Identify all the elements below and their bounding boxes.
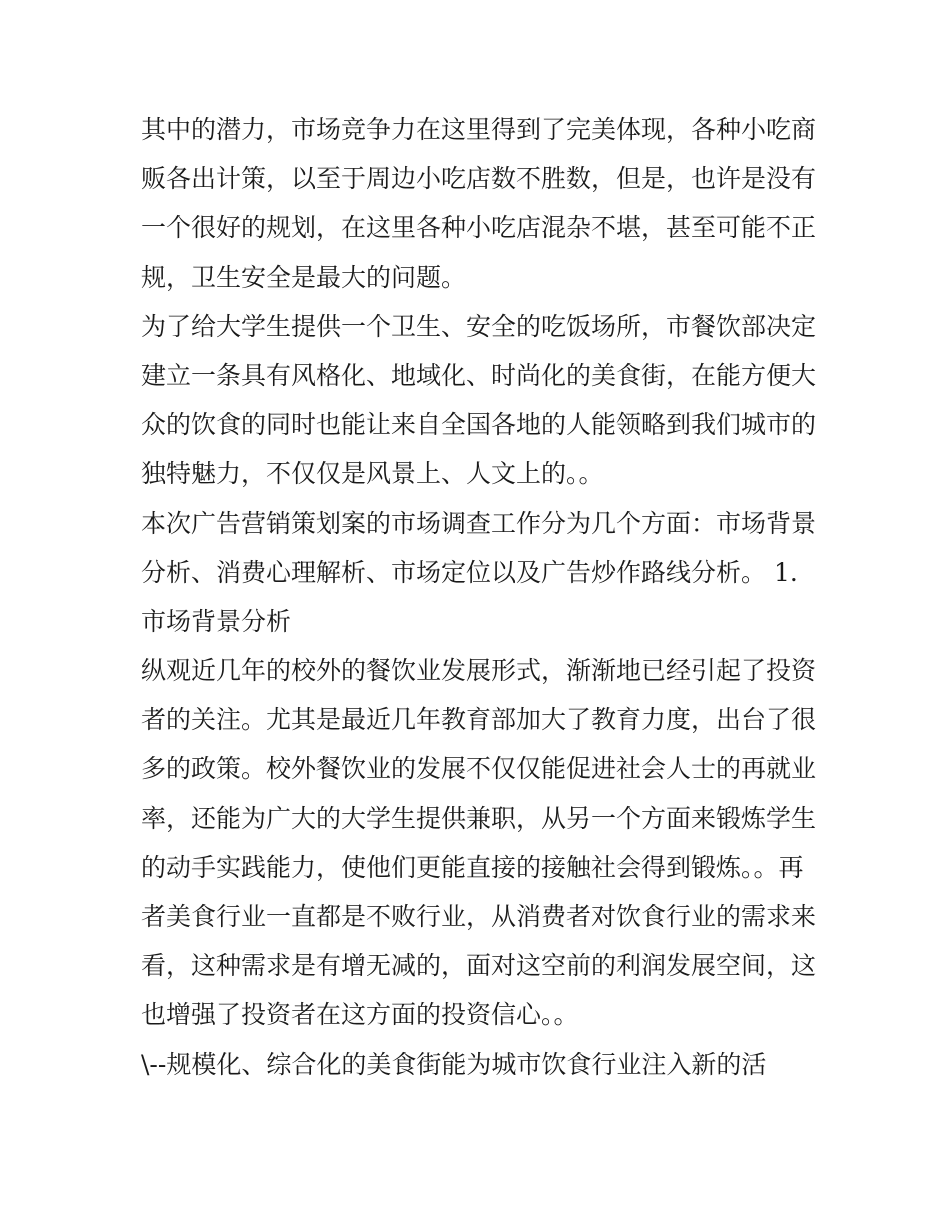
text-line: 分析、消费心理解析、市场定位以及广告炒作路线分析。 1. — [141, 557, 798, 587]
text-line: 规，卫生安全是最大的问题。 — [141, 262, 467, 292]
text-line: 者美食行业一直都是不败行业，从消费者对饮食行业的需求来 — [141, 902, 817, 931]
text-line: 建立一条具有风格化、地域化、时尚化的美食街，在能方便大 — [141, 360, 817, 390]
body-text — [141, 105, 816, 1089]
text-line: 独特魅力，不仅仅是风景上、人文上的。。 — [141, 459, 604, 489]
text-line: 也增强了投资者在这方面的投资信心。。 — [141, 1000, 579, 1030]
text-line: 贩各出计策，以至于周边小吃店数不胜数，但是，也许是没有 — [141, 164, 817, 194]
text-line: 率，还能为广大的大学生提供兼职，从另一个方面来锻炼学生 — [141, 803, 817, 833]
text-line: 看，这种需求是有增无减的，面对这空前的利润发展空间，这 — [141, 951, 817, 981]
text-line: 的动手实践能力，使他们更能直接的接触社会得到锻炼。。再 — [141, 852, 804, 882]
text-line: 纵观近几年的校外的餐饮业发展形式，渐渐地已经引起了投资 — [141, 656, 817, 686]
text-line: 众的饮食的同时也能让来自全国各地的人能领略到我们城市的 — [141, 410, 817, 440]
text-line: \--规模化、综合化的美食街能为城市饮食行业注入新的活 — [141, 1049, 767, 1079]
text-line: 多的政策。校外餐饮业的发展不仅仅能促进社会人士的再就业 — [141, 754, 817, 784]
text-line: 一个很好的规划，在这里各种小吃店混杂不堪，甚至可能不正 — [141, 213, 817, 243]
text-line: 本次广告营销策划案的市场调查工作分为几个方面：市场背景 — [141, 508, 817, 538]
text-line: 市场背景分析 — [141, 606, 292, 636]
text-line: 者的关注。尤其是最近几年教育部加大了教育力度，出台了很 — [141, 705, 817, 735]
text-line: 其中的潜力，市场竞争力在这里得到了完美体现，各种小吃商 — [141, 115, 817, 144]
text-line: 为了给大学生提供一个卫生、安全的吃饭场所，市餐饮部决定 — [141, 311, 817, 341]
